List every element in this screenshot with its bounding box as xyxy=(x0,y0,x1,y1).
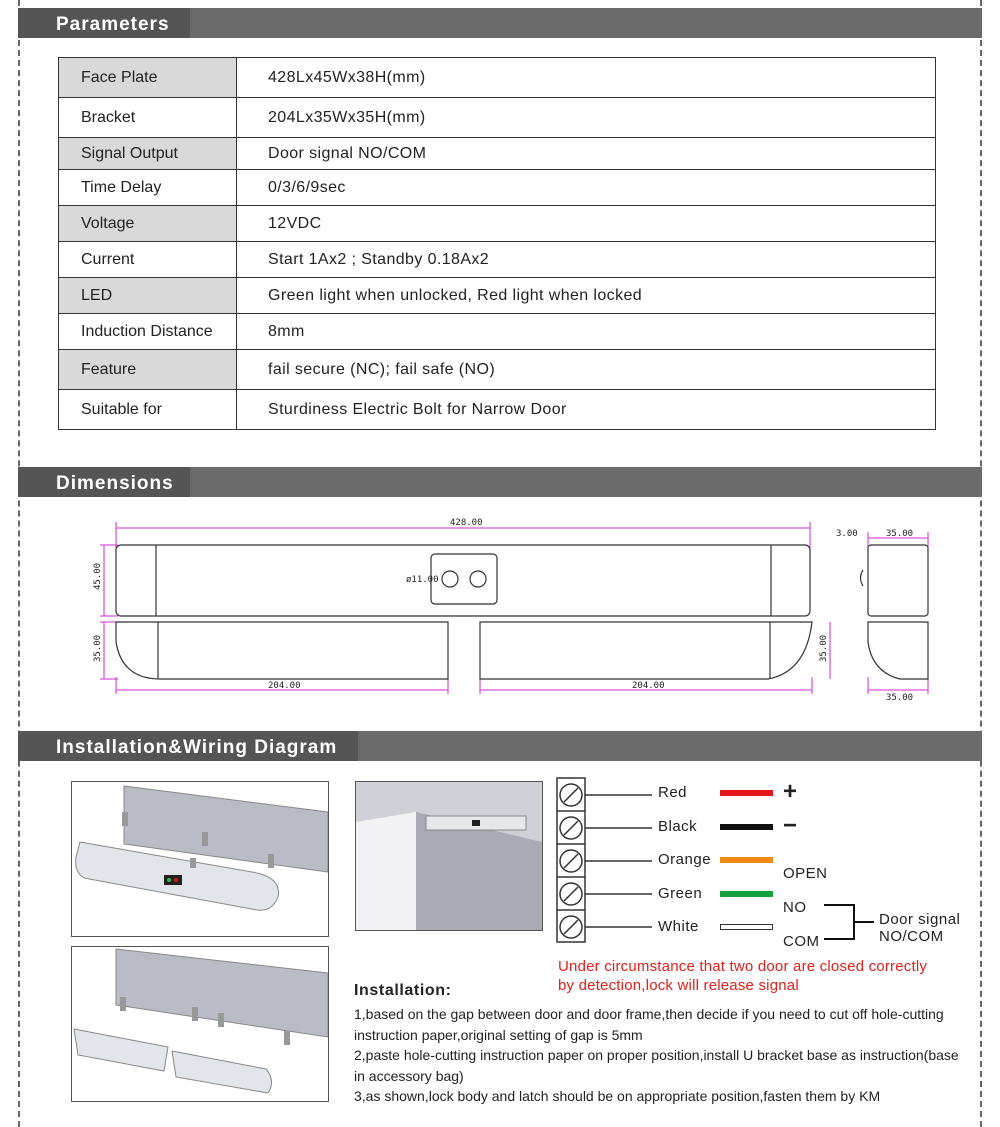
parameter-key: Bracket xyxy=(59,98,237,138)
dim-side-gap: 3.00 xyxy=(836,529,858,539)
parameter-row xyxy=(59,58,936,98)
wire-polarity-sign: + xyxy=(783,778,798,805)
parameter-row xyxy=(59,278,936,314)
parameter-value: 428Lx45Wx38H(mm) xyxy=(237,58,936,98)
parameter-value: 0/3/6/9sec xyxy=(237,170,936,206)
parameters-title: Parameters xyxy=(56,14,170,35)
installation-header xyxy=(18,731,982,761)
parameter-value: Start 1Ax2 ; Standby 0.18Ax2 xyxy=(237,242,936,278)
parameter-row xyxy=(59,98,936,138)
wire-swatch-green xyxy=(720,891,773,897)
parameter-row xyxy=(59,138,936,170)
wire-swatch-black xyxy=(720,824,773,830)
dimension-drawing xyxy=(60,512,960,702)
dim-bracket-height-right: 35.00 xyxy=(819,634,829,662)
parameter-key: Time Delay xyxy=(59,170,237,206)
wire-polarity-sign: − xyxy=(783,811,798,839)
parameter-key: LED xyxy=(59,278,237,314)
install-illustration-1 xyxy=(71,781,329,937)
parameter-key: Voltage xyxy=(59,206,237,242)
dim-side-width-bottom: 35.00 xyxy=(886,693,914,702)
installation-subtitle: Installation: xyxy=(354,982,452,999)
dim-bracket-length-right: 204.00 xyxy=(632,681,665,691)
parameter-key: Suitable for xyxy=(59,390,237,430)
parameter-row xyxy=(59,314,936,350)
parameter-row xyxy=(59,390,936,430)
dim-bracket-height-left: 35.00 xyxy=(93,634,103,662)
parameter-key: Induction Distance xyxy=(59,314,237,350)
open-label: OPEN xyxy=(783,865,828,882)
no-label: NO xyxy=(783,899,807,916)
parameter-value: 204Lx35Wx35H(mm) xyxy=(237,98,936,138)
dimensions-header xyxy=(18,467,982,497)
note-line-1: Under circumstance that two door are closed correctly xyxy=(558,958,928,975)
dim-height-label: 45.00 xyxy=(93,562,103,590)
parameter-value: 8mm xyxy=(237,314,936,350)
parameter-key: Face Plate xyxy=(59,58,237,98)
dimensions-title: Dimensions xyxy=(56,473,174,494)
parameter-value: Door signal NO/COM xyxy=(237,138,936,170)
wire-label-white: White xyxy=(658,918,699,935)
installation-step: 2,paste hole-cutting instruction paper on proper position,install U bracket base as instruction(base in accessory bag) xyxy=(354,1047,959,1084)
dim-side-width-top: 35.00 xyxy=(886,529,914,539)
installation-steps xyxy=(354,1004,969,1107)
installation-step: 1,based on the gap between door and door frame,then decide if you need to cut off hole-cutting instruction paper,original setting of gap is 5mm xyxy=(354,1006,944,1043)
installation-step: 3,as shown,lock body and latch should be on appropriate position,fasten them by KM xyxy=(354,1088,881,1104)
door-signal-label-1: Door signal xyxy=(879,911,961,928)
install-illustration-3 xyxy=(355,781,543,931)
install-illustration-2 xyxy=(71,946,329,1102)
wire-swatch-orange xyxy=(720,857,773,863)
wire-label-black: Black xyxy=(658,817,698,835)
wire-swatch-white xyxy=(720,924,773,930)
wire-label-green: Green xyxy=(658,884,703,902)
parameter-row xyxy=(59,170,936,206)
parameter-row xyxy=(59,206,936,242)
parameter-key: Signal Output xyxy=(59,138,237,170)
wire-label-orange: Orange xyxy=(658,851,712,868)
dim-length-label: 428.00 xyxy=(450,518,483,528)
installation-title: Installation&Wiring Diagram xyxy=(56,737,338,758)
detection-note xyxy=(558,957,927,995)
wire-swatch-red xyxy=(720,790,773,796)
parameters-table xyxy=(58,57,936,430)
parameter-row xyxy=(59,350,936,390)
parameter-key: Current xyxy=(59,242,237,278)
door-signal-bracket xyxy=(822,899,882,945)
parameter-key: Feature xyxy=(59,350,237,390)
com-label: COM xyxy=(783,933,820,950)
wire-label-red: Red xyxy=(658,784,688,801)
parameter-value: 12VDC xyxy=(237,206,936,242)
parameter-row xyxy=(59,242,936,278)
dim-bracket-length-left: 204.00 xyxy=(268,681,301,691)
door-signal-label-2: NO/COM xyxy=(879,928,944,945)
parameter-value: Green light when unlocked, Red light when locked xyxy=(237,278,936,314)
dim-hole-label: ø11.00 xyxy=(406,575,439,585)
parameters-header xyxy=(18,8,982,38)
parameter-value: Sturdiness Electric Bolt for Narrow Door xyxy=(237,390,936,430)
note-line-2: by detection,lock will release signal xyxy=(558,977,799,994)
parameter-value: fail secure (NC); fail safe (NO) xyxy=(237,350,936,390)
